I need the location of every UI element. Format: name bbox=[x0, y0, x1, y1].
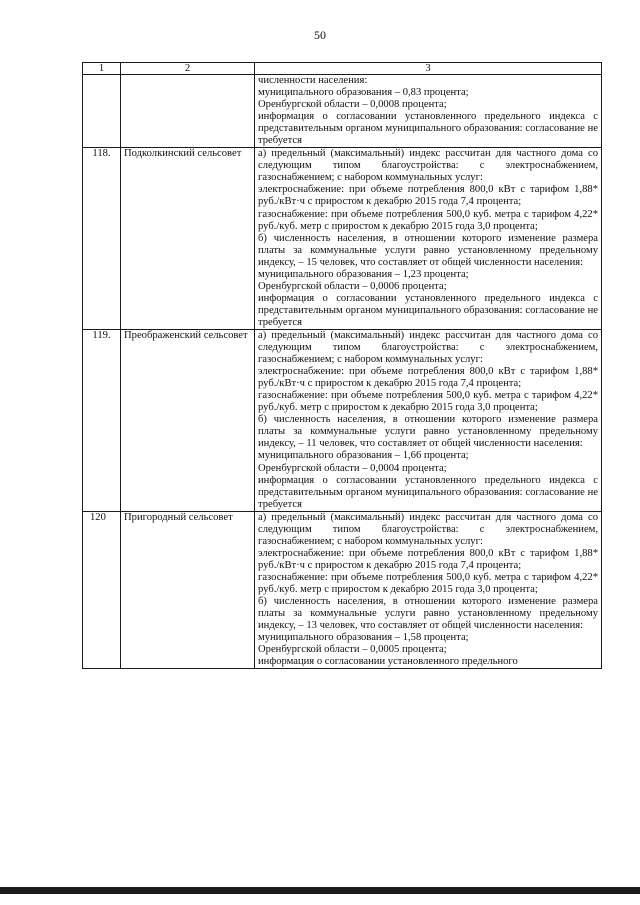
row-content bbox=[255, 329, 602, 511]
row-number: 120 bbox=[83, 511, 121, 669]
row-number bbox=[83, 75, 121, 148]
content-line: б) численность населения, в отношении которого изменение размера платы за коммунальные услуги равно установленному предельному индексу, – 11 человек, что составляет от общей численности населения: bbox=[258, 414, 598, 450]
content-line: информация о согласовании установленного предельного индекса с представительным органом муниципального образования: согласование не требуется bbox=[258, 474, 598, 510]
settlement-name bbox=[121, 75, 255, 148]
content-line: электроснабжение: при объеме потребления 800,0 кВт с тарифом 1,88* руб./кВт·ч с приростом к декабрю 2015 года 7,4 процента; bbox=[258, 184, 598, 208]
content-line: а) предельный (максимальный) индекс рассчитан для частного дома со следующим типом благоустройства: с электроснабжением, газоснабжением; с набором коммунальных услуг: bbox=[258, 329, 598, 366]
content-line: Оренбургской области – 0,0006 процента; bbox=[258, 280, 447, 292]
content-line: Оренбургской области – 0,0008 процента; bbox=[258, 99, 447, 111]
content-line: электроснабжение: при объеме потребления 800,0 кВт с тарифом 1,88* руб./кВт·ч с приростом к декабрю 2015 года 7,4 процента; bbox=[258, 547, 598, 571]
column-header-3: 3 bbox=[255, 63, 602, 75]
settlement-name: Пригородный сельсовет bbox=[121, 511, 255, 669]
table-row bbox=[83, 148, 602, 330]
settlement-name: Подколкинский сельсовет bbox=[121, 148, 255, 330]
row-content bbox=[255, 148, 602, 330]
table-row bbox=[83, 329, 602, 511]
content-line: а) предельный (максимальный) индекс рассчитан для частного дома со следующим типом благоустройства: с электроснабжением, газоснабжением; с набором коммунальных услуг: bbox=[258, 511, 598, 547]
content-line: б) численность населения, в отношении которого изменение размера платы за коммунальные услуги равно установленному предельному индексу, – 13 человек, что составляет от общей численности населения: bbox=[258, 596, 598, 632]
content-line: Оренбургской области – 0,0005 процента; bbox=[258, 644, 447, 656]
content-line: муниципального образования – 1,23 процента; bbox=[258, 268, 469, 280]
content-line: информация о согласовании установленного предельного bbox=[258, 656, 518, 668]
table-row bbox=[83, 511, 602, 669]
content-line: газоснабжение: при объеме потребления 500,0 куб. метра с тарифом 4,22* руб./куб. метр с приростом к декабрю 2015 года 3,0 процента; bbox=[258, 208, 598, 232]
column-header-2: 2 bbox=[121, 63, 255, 75]
content-line: муниципального образования – 1,58 процента; bbox=[258, 632, 469, 644]
page-number: 50 bbox=[314, 28, 326, 42]
content-line: информация о согласовании установленного предельного индекса с представительным органом муниципального образования: согласование не требуется bbox=[258, 111, 598, 147]
content-line: электроснабжение: при объеме потребления 800,0 кВт с тарифом 1,88* руб./кВт·ч с приростом к декабрю 2015 года 7,4 процента; bbox=[258, 366, 598, 390]
settlement-name: Преображенский сельсовет bbox=[121, 329, 255, 511]
content-line: численности населения: bbox=[258, 75, 368, 86]
document-table bbox=[82, 62, 602, 669]
scan-edge-bar bbox=[0, 887, 640, 894]
content-line: б) численность населения, в отношении которого изменение размера платы за коммунальные услуги равно установленному предельному индексу, – 15 человек, что составляет от общей численности населения: bbox=[258, 232, 598, 268]
content-line: информация о согласовании установленного предельного индекса с представительным органом муниципального образования: согласование не требуется bbox=[258, 292, 598, 328]
row-content bbox=[255, 511, 602, 669]
content-line: Оренбургской области – 0,0004 процента; bbox=[258, 462, 447, 474]
content-line: муниципального образования – 1,66 процента; bbox=[258, 450, 469, 462]
row-number: 118. bbox=[83, 148, 121, 330]
column-header-1: 1 bbox=[83, 63, 121, 75]
table-row bbox=[83, 75, 602, 148]
row-content bbox=[255, 75, 602, 148]
content-line: газоснабжение: при объеме потребления 500,0 куб. метра с тарифом 4,22* руб./куб. метр с приростом к декабрю 2015 года 3,0 процента; bbox=[258, 390, 598, 414]
content-line: муниципального образования – 0,83 процента; bbox=[258, 87, 469, 99]
row-number: 119. bbox=[83, 329, 121, 511]
content-line: газоснабжение: при объеме потребления 500,0 куб. метра с тарифом 4,22* руб./куб. метр с приростом к декабрю 2015 года 3,0 процента; bbox=[258, 571, 598, 595]
table-header-row bbox=[83, 63, 602, 75]
content-line: а) предельный (максимальный) индекс рассчитан для частного дома со следующим типом благоустройства: с электроснабжением, газоснабжением; с набором коммунальных услуг: bbox=[258, 148, 598, 184]
